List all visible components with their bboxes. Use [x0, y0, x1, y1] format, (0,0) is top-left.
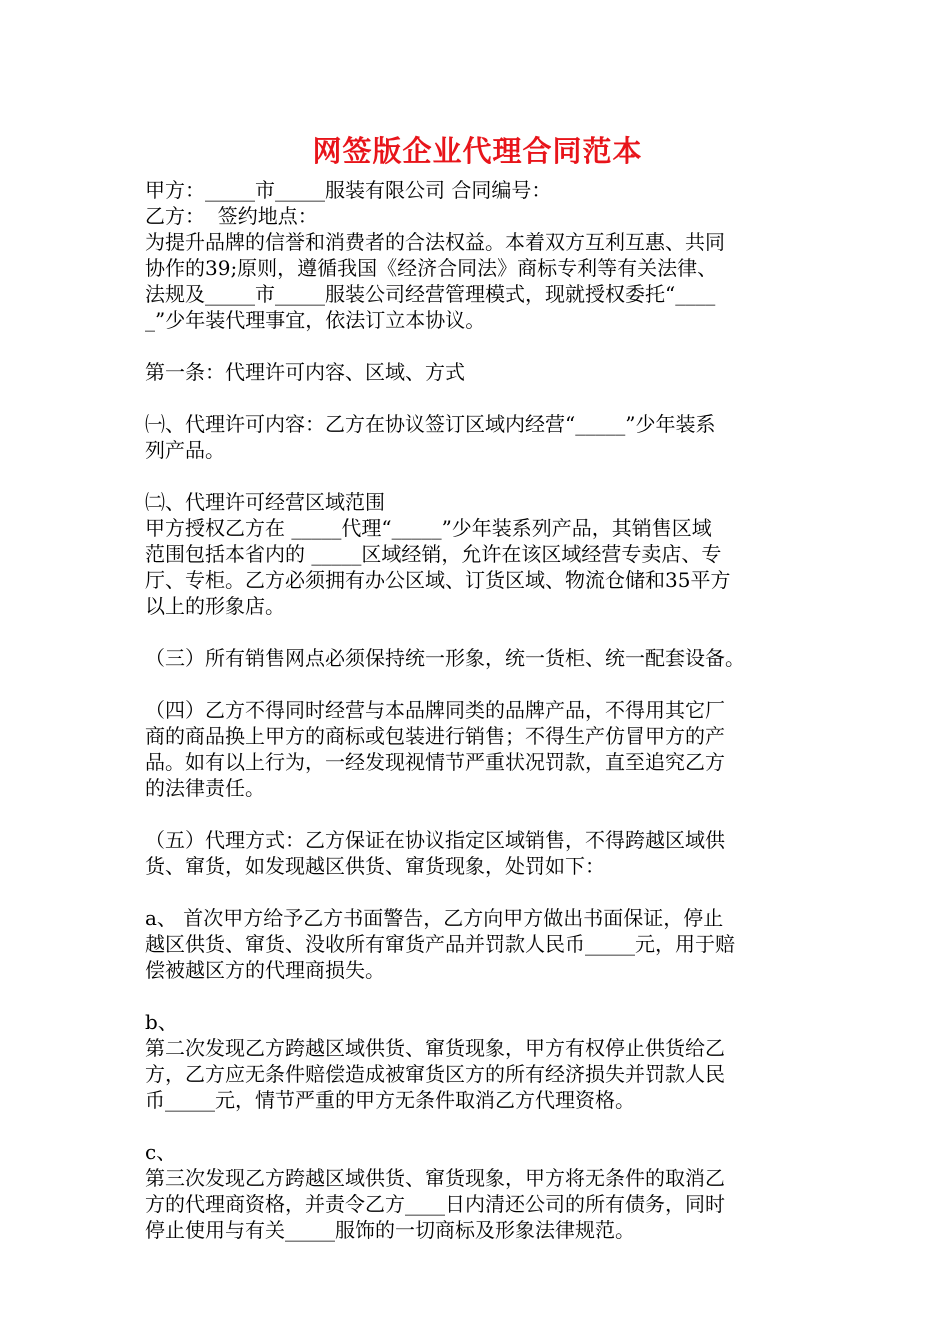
penalty-b-line: 币_____元，情节严重的甲方无条件取消乙方代理资格。 [145, 1088, 635, 1112]
item4-line: 品。如有以上行为，一经发现视情节严重状况罚款，直至追究乙方 [145, 750, 725, 774]
penalty-a-line: a、 首次甲方给予乙方书面警告，乙方向甲方做出书面保证，停止 [145, 906, 724, 930]
intro-line: 协作的39;原则，遵循我国《经济合同法》商标专利等有关法律、 [145, 256, 718, 280]
item4-line: 商的商品换上甲方的商标或包装进行销售；不得生产仿冒甲方的产 [145, 724, 725, 748]
item5-line: 货、窜货，如发现越区供货、窜货现象，处罚如下： [145, 854, 605, 878]
penalty-c-line: 方的代理商资格，并责令乙方____日内清还公司的所有债务，同时 [145, 1192, 725, 1216]
item1-line: 列产品。 [145, 438, 225, 462]
intro-paragraph [145, 229, 810, 333]
intro-line: _”少年装代理事宜，依法订立本协议。 [145, 308, 486, 332]
penalty-b-line: 第二次发现乙方跨越区域供货、窜货现象，甲方有权停止供货给乙 [145, 1036, 725, 1060]
item2-paragraph [145, 515, 810, 619]
item1-paragraph [145, 411, 810, 463]
item4-line: （四）乙方不得同时经营与本品牌同类的品牌产品，不得用其它厂 [145, 698, 725, 722]
item4-paragraph [145, 697, 810, 801]
article1-heading: 第一条：代理许可内容、区域、方式 [145, 360, 465, 384]
item5-paragraph [145, 827, 810, 879]
penalty-a-line: 偿被越区方的代理商损失。 [145, 958, 385, 982]
intro-line: 为提升品牌的信誉和消费者的合法权益。本着双方互利互惠、共同 [145, 230, 725, 254]
penalty-c-line: 停止使用与有关_____服饰的一切商标及形象法律规范。 [145, 1218, 635, 1242]
item2-line: 以上的形象店。 [145, 594, 285, 618]
penalty-a-line: 越区供货、窜货、没收所有窜货产品并罚款人民币_____元，用于赔 [145, 932, 735, 956]
penalty-c-line: 第三次发现乙方跨越区域供货、窜货现象，甲方将无条件的取消乙 [145, 1166, 725, 1190]
party-a-line: 甲方：_____市_____服装有限公司 合同编号： [145, 178, 552, 202]
item5-line: （五）代理方式：乙方保证在协议指定区域销售，不得跨越区域供 [145, 828, 725, 852]
penalty-c-paragraph [145, 1165, 810, 1243]
intro-line: 法规及_____市_____服装公司经营管理模式，现就授权委托“____ [145, 282, 716, 306]
penalty-a-paragraph [145, 905, 810, 983]
penalty-c-label: c、 [145, 1140, 177, 1164]
penalty-b-line: 方，乙方应无条件赔偿造成被窜货区方的所有经济损失并罚款人民 [145, 1062, 725, 1086]
document-page [145, 131, 810, 1243]
item2-line: 范围包括本省内的 _____区域经销，允许在该区域经营专卖店、专 [145, 542, 722, 566]
party-b-line: 乙方： 签约地点： [145, 204, 318, 228]
item1-line: ㈠、代理许可内容：乙方在协议签订区域内经营“_____”少年装系 [145, 412, 716, 436]
item4-line: 的法律责任。 [145, 776, 265, 800]
item2-line: 厅、专柜。乙方必须拥有办公区域、订货区域、物流仓储和35平方 [145, 568, 731, 592]
item2-line: 甲方授权乙方在 _____代理“_____”少年装系列产品，其销售区域 [145, 516, 712, 540]
penalty-b-paragraph [145, 1035, 810, 1113]
item2-heading: ㈡、代理许可经营区域范围 [145, 490, 385, 514]
document-title: 网签版企业代理合同范本 [312, 134, 643, 168]
item3-paragraph: （三）所有销售网点必须保持统一形象，统一货柜、统一配套设备。 [145, 646, 745, 670]
penalty-b-label: b、 [145, 1010, 178, 1034]
